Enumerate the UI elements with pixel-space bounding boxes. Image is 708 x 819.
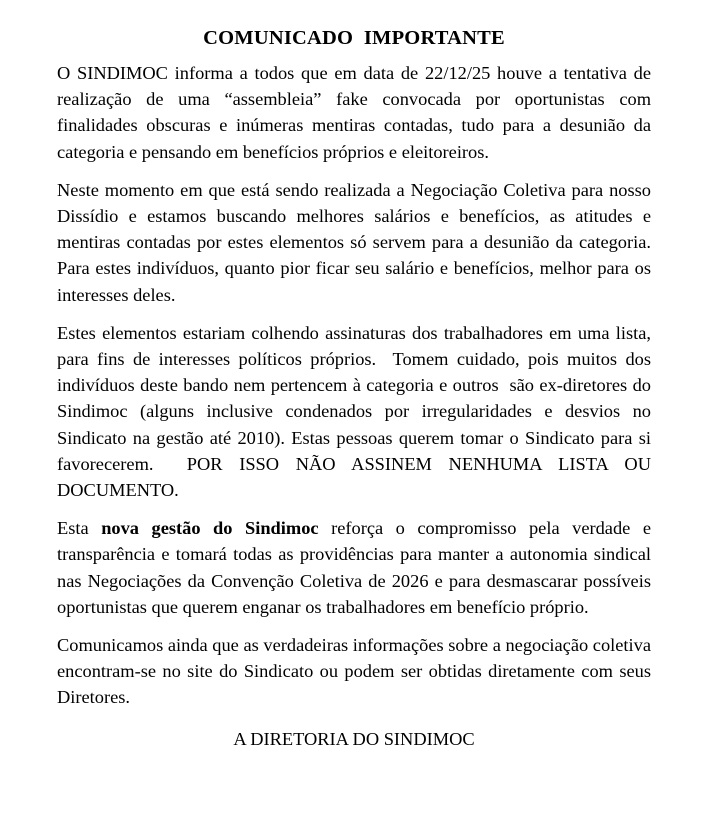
signature-line: A DIRETORIA DO SINDIMOC xyxy=(233,729,475,749)
page-title: COMUNICADO IMPORTANTE xyxy=(203,27,505,49)
paragraph-3: Estes elementos estariam colhendo assinaturas dos trabalhadores em uma lista, para fins de interesses políticos próprios. Tomem cuidado, pois muitos dos indivíduos deste bando nem pertencem à categoria e outros são ex-diretores do Sindimoc (alguns inclusive condenados por irregularidades e desvios no Sindicato na gestão até 2010). Estas pessoas querem tomar o Sindicato para si favorecerem. POR ISSO NÃO ASSINEM NENHUMA LISTA OU DOCUMENTO. xyxy=(57,322,656,501)
document-body xyxy=(57,60,656,711)
paragraph-5: Comunicamos ainda que as verdadeiras informações sobre a negociação coletiva encontram-se no site do Sindicato ou podem ser obtidas diretamente com seus Diretores. xyxy=(57,635,656,708)
paragraph-2: Neste momento em que está sendo realizada a Negociação Coletiva para nosso Dissídio e estamos buscando melhores salários e benefícios, as atitudes e mentiras contadas por estes elementos só servem para a desunião da categoria. Para estes indivíduos, quanto pior ficar seu salário e benefícios, melhor para os interesses deles. xyxy=(57,179,656,305)
paragraph-4-rest: reforça o compromisso pela verdade e transparência e tomará todas as providências para manter a autonomia sindical nas Negociações da Convenção Coletiva de 2026 e para desmascarar possíveis oportunistas que querem enganar os trabalhadores em benefício próprio. xyxy=(57,518,656,617)
paragraph-4-emphasis: nova gestão do Sindimoc xyxy=(101,518,319,539)
paragraph-4-lead: Esta xyxy=(57,518,102,539)
paragraph-1: O SINDIMOC informa a todos que em data de 22/12/25 houve a tentativa de realização de uma “assembleia” fake convocada por oportunistas com finalidades obscuras e inúmeras mentiras contadas, tudo para a desunião da categoria e pensando em benefícios próprios e eleitoreiros. xyxy=(57,63,656,162)
paragraph-4 xyxy=(57,515,656,620)
